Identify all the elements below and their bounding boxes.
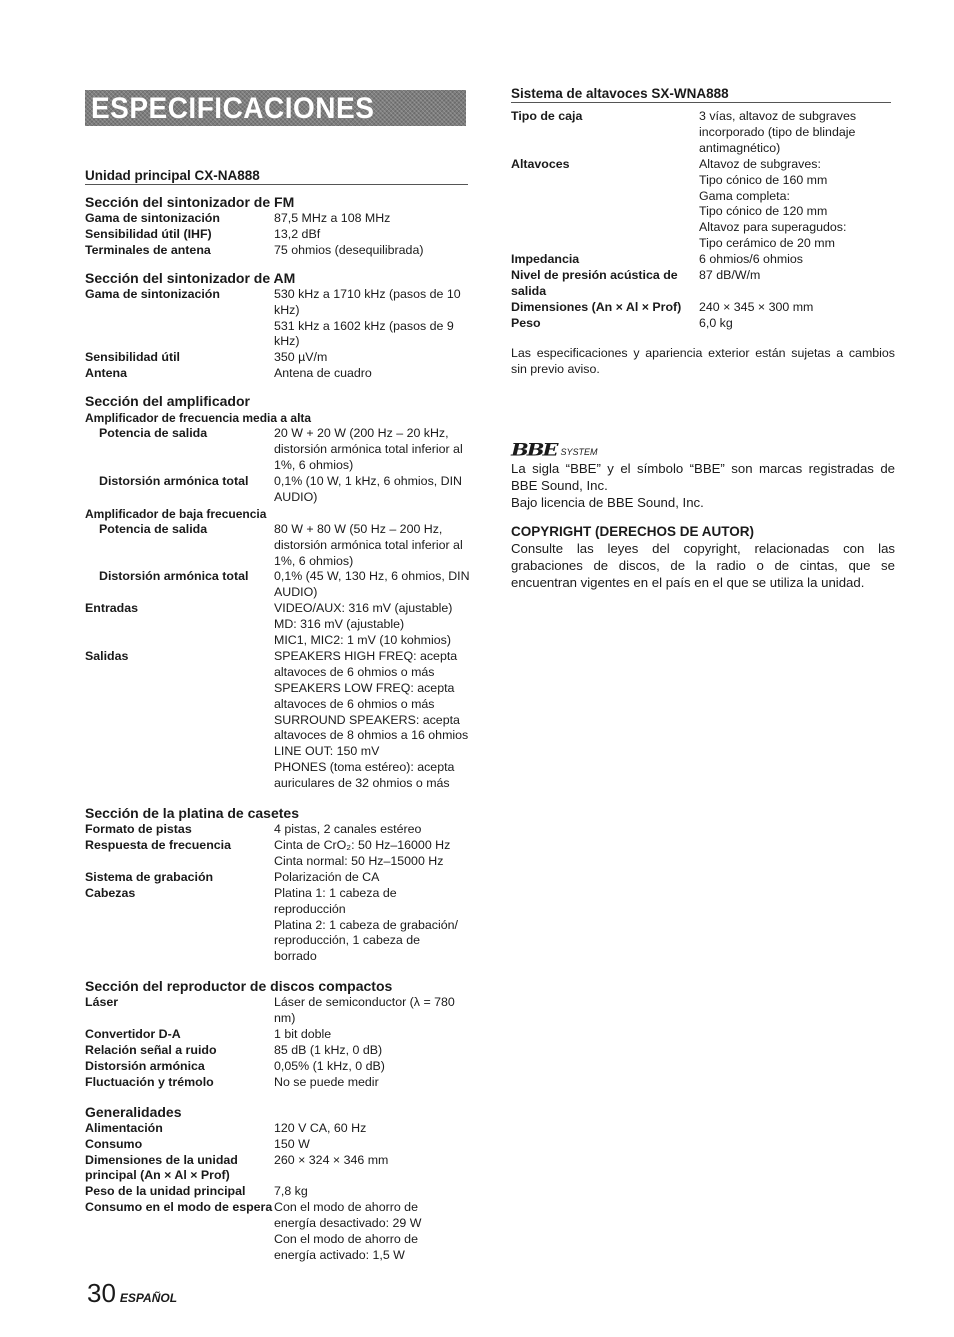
spec-value-line: 6,0 kg [699,315,733,330]
copyright-title: COPYRIGHT (DERECHOS DE AUTOR) [511,523,755,539]
spec-value-line: distorsión armónica total inferior al [274,442,463,457]
specs-banner [85,90,466,126]
spec-row [511,268,895,300]
spec-row [85,870,470,886]
spec-label: Terminales de antena [85,242,211,257]
spec-value-line: Cinta normal: 50 Hz–15000 Hz [274,853,444,868]
spec-label: Nivel de presión acústica de salida [511,268,678,298]
spec-value-line: SPEAKERS HIGH FREQ: acepta [274,648,458,663]
spec-value-line: MD: 316 mV (ajustable) [274,617,405,632]
tape-spec-list [85,822,470,965]
spec-value [274,649,470,792]
spec-value-line: 85 dB (1 kHz, 0 dB) [274,1042,383,1057]
spec-row [85,1043,470,1059]
spec-label: Gama de sintonización [85,211,220,225]
spec-row [85,1200,470,1264]
spec-row [85,1184,470,1200]
spec-value [274,1200,470,1264]
spec-value-line: 7,8 kg [274,1184,308,1199]
spec-row [85,366,470,382]
spec-value-line: AUDIO) [274,489,318,504]
spec-value-line: 260 × 324 × 346 mm [274,1152,389,1167]
spec-label: Consumo [85,1136,143,1151]
spec-value [274,1184,470,1200]
spec-value-line: Tipo cónico de 160 mm [699,172,828,187]
cd-spec-list [85,995,470,1090]
spec-label: Formato de pistas [85,822,192,837]
spec-value [274,838,470,870]
spec-value [274,243,470,259]
bbe-logo: BBE [511,439,557,460]
spec-value [699,316,895,332]
spec-label: Consumo en el modo de espera [85,1200,273,1215]
spec-value-line: 0,1% (45 W, 130 Hz, 6 ohmios, DIN [274,569,470,584]
spec-value-line: kHz) [274,302,300,317]
spec-value [274,886,470,966]
spec-value-line: Polarización de CA [274,869,380,884]
spec-value-line: Cinta de CrO₂: 50 Hz–16000 Hz [274,838,451,852]
spec-row [85,649,470,792]
spec-value [274,870,470,886]
spec-value-line: MIC1, MIC2: 1 mV (10 kohmios) [274,633,451,648]
spec-value-line: borrado [274,949,317,964]
spec-label: Tipo de caja [511,109,583,123]
spec-value-line: reproducción [274,901,346,916]
spec-label: Salidas [85,648,129,663]
general-spec-list [85,1121,470,1264]
spec-row [511,157,895,252]
spec-value [274,1043,470,1059]
spec-value [274,1075,470,1091]
spec-value-line: LINE OUT: 150 mV [274,744,380,759]
spec-value-line: 1%, 6 ohmios) [274,457,354,472]
spec-value-line: 80 W + 80 W (50 Hz – 200 Hz, [274,521,443,536]
spec-label: Peso de la unidad principal [85,1184,246,1199]
spec-value-line: auriculares de 32 ohmios o más [274,776,450,791]
spec-value [274,366,470,382]
spec-label: Distorsión armónica total [99,569,249,584]
spec-value-line: Tipo cónico de 120 mm [699,204,828,219]
page-number: 30 [87,1278,116,1308]
page-footer [87,1279,177,1307]
spec-value-line: Con el modo de ahorro de [274,1200,418,1215]
spec-value-line: antimagnético) [699,140,781,155]
spec-row [85,1027,470,1043]
spec-value-line: Láser de semiconductor (λ = 780 [274,995,455,1010]
spec-row [85,1075,470,1091]
spec-value-line: 0,05% (1 kHz, 0 dB) [274,1058,385,1073]
spec-row [511,300,895,316]
spec-value-line: 75 ohmios (desequilibrada) [274,242,424,257]
am-spec-list [85,287,470,382]
spec-label: Sistema de grabación [85,869,214,884]
spec-value-line: 13,2 dBf [274,226,321,241]
main-unit-title: Unidad principal CX-NA888 [85,168,468,185]
spec-row [85,838,470,870]
spec-label: Sensibilidad útil (IHF) [85,226,212,241]
spec-row [85,1059,470,1075]
spec-row [85,569,470,601]
spec-value-line: 87 dB/W/m [699,268,761,283]
spec-value-line: 350 µV/m [274,350,328,365]
general-section-title: Generalidades [85,1103,182,1120]
spec-value [274,569,470,601]
spec-value [274,211,470,227]
spec-label: Gama de sintonización [85,286,220,301]
speaker-spec-list [511,109,895,332]
spec-label: Fluctuación y trémolo [85,1074,214,1089]
spec-value-line: distorsión armónica total inferior al [274,537,463,552]
spec-value-line: Antena de cuadro [274,366,372,381]
page-language: ESPAÑOL [119,1291,178,1305]
spec-label: Altavoces [511,156,570,171]
spec-value-line: 87,5 MHz a 108 MHz [274,211,391,225]
spec-value [274,227,470,243]
spec-value-line: reproducción, 1 cabeza de [274,933,421,948]
spec-row [511,109,895,157]
spec-row [85,227,470,243]
banner-title: ESPECIFICACIONES [91,91,375,125]
spec-value [274,426,470,474]
am-section-title: Sección del sintonizador de AM [85,269,296,286]
spec-value [274,995,470,1027]
speaker-column [511,86,895,591]
spec-value-line: 1%, 6 ohmios) [274,553,354,568]
spec-value-line: No se puede medir [274,1074,379,1089]
spec-value [274,350,470,366]
spec-row [85,1137,470,1153]
bbe-logo-sub: SYSTEM [560,446,598,457]
spec-value [274,287,470,351]
speaker-system-title: Sistema de altavoces SX-WNA888 [511,86,891,103]
spec-value [274,822,470,838]
spec-row [85,822,470,838]
spec-value [274,474,470,506]
spec-row [85,243,470,259]
amp-high-title: Amplificador de frecuencia media a alta [85,411,312,426]
spec-value [699,109,895,157]
spec-value-line: altavoces de 6 ohmios o más [274,696,435,711]
spec-value-line: 6 ohmios/6 ohmios [699,252,803,267]
spec-value [699,300,895,316]
spec-label: Cabezas [85,885,136,900]
spec-value-line: SPEAKERS LOW FREQ: acepta [274,680,455,695]
spec-row [511,316,895,332]
spec-value-line: energía activado: 1,5 W [274,1247,405,1262]
spec-label: Distorsión armónica [85,1058,205,1073]
spec-label: Relación señal a ruido [85,1042,217,1057]
spec-value [274,1027,470,1043]
spec-value [274,1153,470,1185]
spec-value [699,252,895,268]
spec-row [85,995,470,1027]
spec-label: Alimentación [85,1120,163,1135]
amp-high-spec-list [85,426,470,506]
spec-value-line: 20 W + 20 W (200 Hz – 20 kHz, [274,426,449,441]
spec-value-line: Platina 2: 1 cabeza de grabación/ [274,917,458,932]
spec-label: Impedancia [511,252,580,267]
spec-value-line: 150 W [274,1136,310,1151]
spec-label: Distorsión armónica total [99,473,249,488]
spec-value-line: nm) [274,1011,296,1026]
spec-value-line: 530 kHz a 1710 kHz (pasos de 10 [274,286,461,301]
amp-io-spec-list [85,601,470,792]
bbe-trademark-text: La sigla “BBE” y el símbolo “BBE” son marcas registradas de BBE Sound, Inc. [511,460,895,493]
spec-value-line: Platina 1: 1 cabeza de [274,885,397,900]
spec-value-line: Con el modo de ahorro de [274,1232,418,1247]
spec-value-line: 240 × 345 × 300 mm [699,299,814,314]
spec-value [274,1121,470,1137]
spec-label: Dimensiones de la unidad principal (An × Al × Prof) [85,1152,238,1183]
bbe-license-text: Bajo licencia de BBE Sound, Inc. [511,494,704,510]
spec-row [85,474,470,506]
spec-value [274,1059,470,1075]
amp-low-spec-list [85,522,470,602]
spec-value-line: 531 kHz a 1602 kHz (pasos de 9 [274,318,454,333]
spec-value-line: 3 vías, altavoz de subgraves [699,109,857,123]
bbe-block [511,438,895,511]
spec-row [85,1153,470,1185]
spec-value [274,1137,470,1153]
fm-section-title: Sección del sintonizador de FM [85,194,295,210]
spec-value-line: 1 bit doble [274,1027,332,1042]
spec-label: Antena [85,366,127,381]
cd-section-title: Sección del reproductor de discos compactos [85,978,393,995]
spec-value-line: SURROUND SPEAKERS: acepta [274,712,460,727]
spec-value-line: AUDIO) [274,585,318,600]
fm-spec-list [85,211,470,259]
main-unit-column [85,168,470,1264]
spec-row [85,522,470,570]
spec-value-line: 120 V CA, 60 Hz [274,1120,367,1135]
spec-label: Respuesta de frecuencia [85,838,231,852]
spec-label: Entradas [85,601,139,616]
spec-label: Sensibilidad útil [85,350,181,365]
spec-value-line: Gama completa: [699,188,790,203]
spec-value [274,522,470,570]
spec-value-line: Altavoz de subgraves: [699,156,821,171]
spec-label: Potencia de salida [99,521,208,536]
spec-row [85,1121,470,1137]
spec-value [699,157,895,252]
spec-value-line: PHONES (toma estéreo): acepta [274,760,455,775]
spec-value-line: Altavoz para superagudos: [699,220,847,235]
spec-value-line: altavoces de 8 ohmios a 16 ohmios [274,728,469,743]
spec-label: Convertidor D-A [85,1027,181,1042]
spec-value-line: kHz) [274,334,300,349]
spec-value [699,268,895,300]
spec-value-line: 4 pistas, 2 canales estéreo [274,822,422,837]
spec-row [85,350,470,366]
spec-label: Láser [85,995,119,1010]
spec-value-line: VIDEO/AUX: 316 mV (ajustable) [274,601,453,616]
tape-section-title: Sección de la platina de casetes [85,805,299,822]
amp-section-title: Sección del amplificador [85,393,250,410]
spec-row [85,287,470,351]
spec-value [274,601,470,649]
spec-value-line: 0,1% (10 W, 1 kHz, 6 ohmios, DIN [274,473,462,488]
spec-value-line: Tipo cerámico de 20 mm [699,236,835,251]
spec-label: Dimensiones (An × Al × Prof) [511,299,682,314]
spec-label: Potencia de salida [99,426,208,441]
copyright-text: Consulte las leyes del copyright, relacionadas con las grabaciones de discos, de la radio o de cintas, que se encuentran vigentes en el país en el que se utiliza la unidad. [511,540,895,590]
spec-row [85,886,470,966]
spec-row [511,252,895,268]
spec-row [85,601,470,649]
spec-row [85,211,470,227]
spec-value-line: incorporado (tipo de blindaje [699,124,856,139]
notice-text: Las especificaciones y apariencia exterior están sujetas a cambios sin previo aviso. [511,345,895,377]
amp-low-title: Amplificador de baja frecuencia [85,506,267,521]
spec-value-line: altavoces de 6 ohmios o más [274,664,435,679]
spec-row [85,426,470,474]
spec-value-line: energía desactivado: 29 W [274,1216,422,1231]
spec-label: Peso [511,315,541,330]
